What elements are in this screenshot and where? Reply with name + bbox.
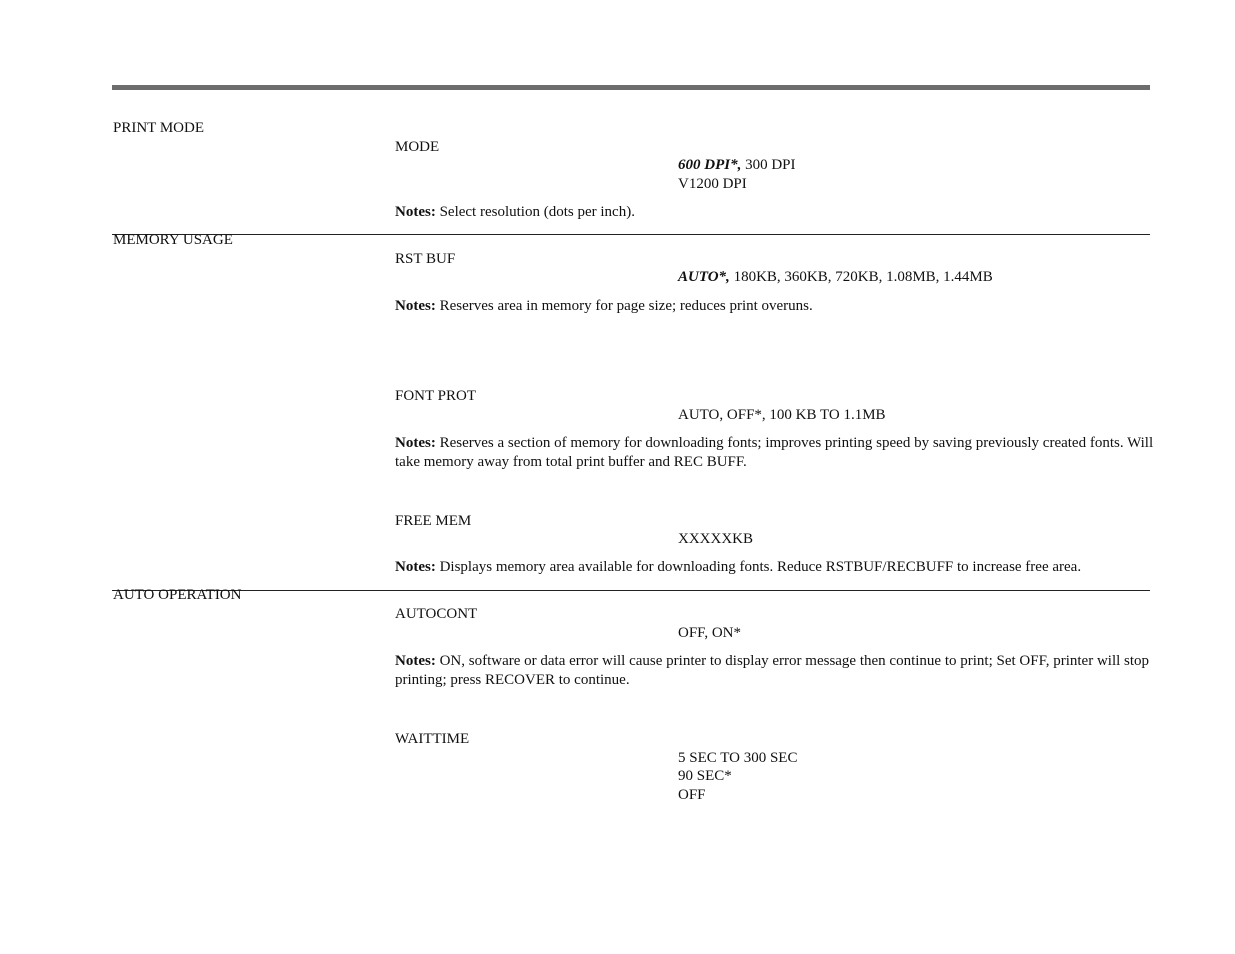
setting-font-prot: FONT PROT	[395, 388, 476, 404]
notes-free-mem	[395, 558, 1155, 577]
setting-waittime-values-line-2: 90 SEC*	[678, 768, 732, 784]
notes-text: Select resolution (dots per inch).	[435, 204, 635, 220]
header-rule	[112, 85, 1150, 90]
category-print-mode: PRINT MODE	[113, 120, 204, 136]
notes-label: Notes:	[395, 559, 436, 575]
notes-text: Reserves a section of memory for downloading fonts; improves printing speed by saving previously created fonts. Will take memory away from total print buffer and REC BUFF.	[395, 435, 1154, 470]
notes-label: Notes:	[395, 298, 436, 314]
setting-rst-buf: RST BUF	[395, 251, 456, 267]
setting-mode-values-line-1	[678, 156, 796, 175]
setting-free-mem: FREE MEM	[395, 513, 472, 529]
value-text: 300 DPI	[741, 157, 796, 173]
value-text: 180KB, 360KB, 720KB, 1.08MB, 1.44MB	[729, 269, 993, 285]
setting-waittime-values-line-1: 5 SEC TO 300 SEC	[678, 750, 798, 766]
setting-free-mem-values: XXXXXKB	[678, 531, 753, 547]
notes-rst-buf	[395, 297, 1155, 316]
notes-font-prot	[395, 434, 1155, 472]
setting-mode-values-line-2: V1200 DPI	[678, 176, 747, 192]
notes-label: Notes:	[395, 204, 436, 220]
notes-text: Displays memory area available for downloading fonts. Reduce RSTBUF/RECBUFF to increase free area.	[435, 559, 1082, 575]
section-divider	[112, 234, 1150, 235]
notes-autocont	[395, 652, 1155, 690]
setting-waittime: WAITTIME	[395, 731, 470, 747]
category-auto-operation: AUTO OPERATION	[113, 587, 242, 603]
setting-autocont: AUTOCONT	[395, 606, 478, 622]
setting-rst-buf-values	[678, 268, 993, 287]
section-divider	[112, 590, 1150, 591]
setting-mode: MODE	[395, 139, 440, 155]
default-value: AUTO*,	[678, 269, 730, 285]
notes-label: Notes:	[395, 435, 436, 451]
default-value: 600 DPI*,	[678, 157, 742, 173]
setting-font-prot-values: AUTO, OFF*, 100 KB TO 1.1MB	[678, 407, 886, 423]
notes-label: Notes:	[395, 653, 436, 669]
setting-waittime-values-line-3: OFF	[678, 787, 706, 803]
notes-mode	[395, 203, 1155, 222]
category-memory-usage: MEMORY USAGE	[113, 232, 233, 248]
setting-autocont-values: OFF, ON*	[678, 625, 741, 641]
notes-text: Reserves area in memory for page size; reduces print overuns.	[435, 298, 813, 314]
notes-text: ON, software or data error will cause printer to display error message then continue to print; Set OFF, printer will stop printing; press RECOVER to continue.	[395, 653, 1150, 688]
